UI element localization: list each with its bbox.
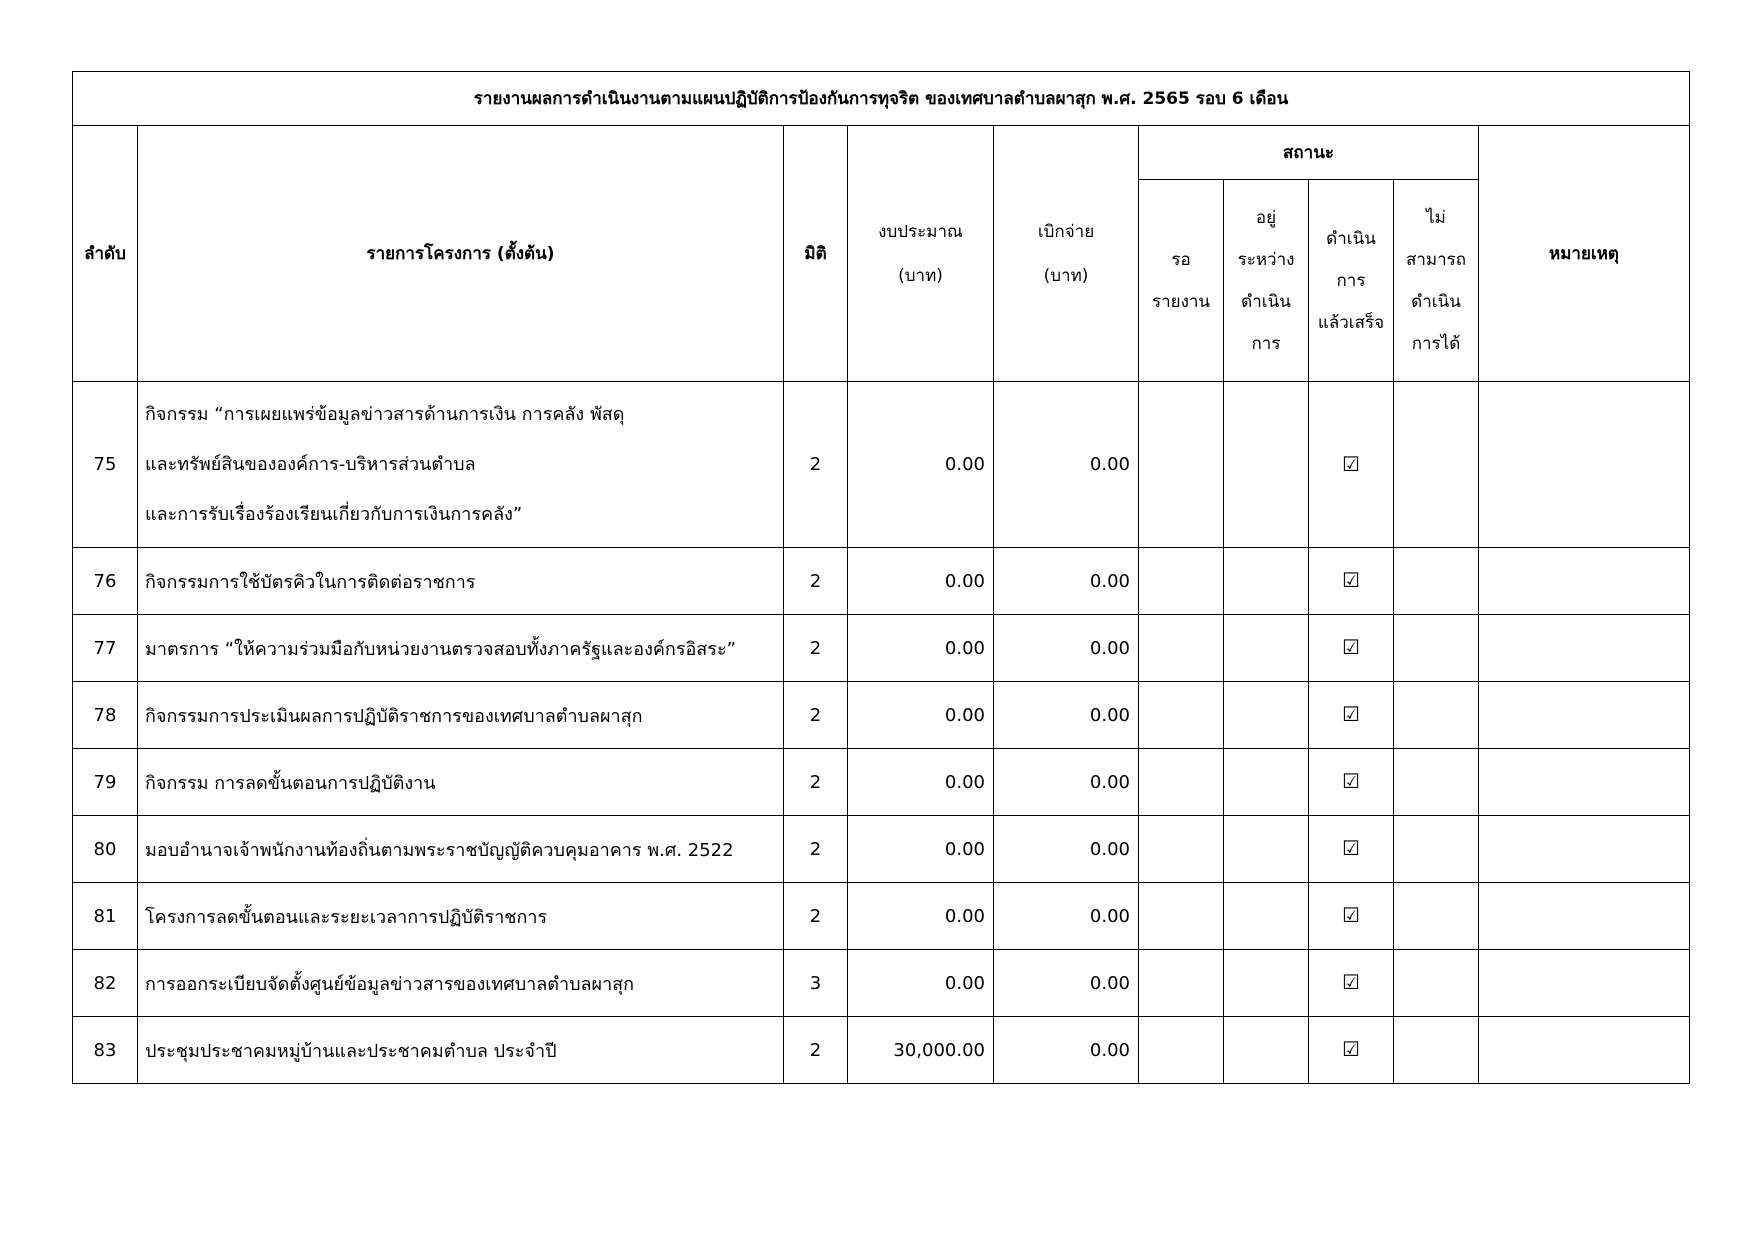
row-status-done — [1309, 883, 1394, 950]
table-row — [73, 816, 1690, 883]
header-line: ดำเนิน — [1411, 291, 1461, 312]
row-status-done — [1309, 749, 1394, 816]
table-body — [73, 382, 1690, 1084]
row-status-cannot — [1394, 749, 1479, 816]
row-budget: 0.00 — [848, 548, 994, 615]
header-spent-line2: (บาท) — [1043, 265, 1089, 286]
header-status-done — [1309, 180, 1394, 382]
row-no: 81 — [73, 883, 138, 950]
row-status-done — [1309, 382, 1394, 548]
row-status-done — [1309, 548, 1394, 615]
row-dimension: 3 — [784, 950, 848, 1017]
row-budget: 0.00 — [848, 950, 994, 1017]
header-line: รอ — [1171, 249, 1191, 270]
row-dimension: 2 — [784, 615, 848, 682]
row-project: การออกระเบียบจัดตั้งศูนย์ข้อมูลข่าวสารของเทศบาลตำบลผาสุก — [138, 950, 784, 1017]
row-no: 83 — [73, 1017, 138, 1084]
row-project: มอบอำนาจเจ้าพนักงานท้องถิ่นตามพระราชบัญญัติควบคุมอาคาร พ.ศ. 2522 — [138, 816, 784, 883]
row-project: โครงการลดขั้นตอนและระยะเวลาการปฏิบัติราชการ — [138, 883, 784, 950]
project-line: และการรับเรื่องร้องเรียนเกี่ยวกับการเงินการคลัง” — [145, 503, 523, 525]
row-dimension: 2 — [784, 548, 848, 615]
header-dimension: มิติ — [784, 126, 848, 382]
row-no: 77 — [73, 615, 138, 682]
row-status-in-progress — [1224, 950, 1309, 1017]
row-budget: 0.00 — [848, 883, 994, 950]
row-budget: 0.00 — [848, 382, 994, 548]
row-project: กิจกรรมการประเมินผลการปฏิบัติราชการของเทศบาลตำบลผาสุก — [138, 682, 784, 749]
header-line: ไม่ — [1426, 207, 1446, 228]
row-status-wait — [1139, 749, 1224, 816]
checkbox-checked-icon: ☑ — [1342, 769, 1360, 793]
row-dimension: 2 — [784, 1017, 848, 1084]
row-status-in-progress — [1224, 816, 1309, 883]
row-remark — [1479, 548, 1690, 615]
header-status-wait — [1139, 180, 1224, 382]
row-spent: 0.00 — [994, 950, 1139, 1017]
row-status-done — [1309, 816, 1394, 883]
row-status-wait — [1139, 382, 1224, 548]
row-status-done — [1309, 682, 1394, 749]
header-line: อยู่ — [1255, 207, 1277, 228]
header-spent-line1: เบิกจ่าย — [1037, 221, 1095, 242]
row-spent: 0.00 — [994, 883, 1139, 950]
row-remark — [1479, 950, 1690, 1017]
checkbox-checked-icon: ☑ — [1342, 970, 1360, 994]
header-line: การ — [1251, 333, 1281, 354]
row-no: 76 — [73, 548, 138, 615]
row-dimension: 2 — [784, 382, 848, 548]
row-status-done — [1309, 615, 1394, 682]
row-remark — [1479, 749, 1690, 816]
row-status-cannot — [1394, 615, 1479, 682]
row-remark — [1479, 382, 1690, 548]
row-status-in-progress — [1224, 615, 1309, 682]
row-budget: 0.00 — [848, 615, 994, 682]
report-table — [72, 71, 1690, 1084]
header-remark: หมายเหตุ — [1479, 126, 1690, 382]
checkbox-checked-icon: ☑ — [1342, 903, 1360, 927]
table-row — [73, 950, 1690, 1017]
row-dimension: 2 — [784, 682, 848, 749]
row-project — [138, 382, 784, 548]
header-budget-line2: (บาท) — [898, 265, 943, 286]
row-no: 79 — [73, 749, 138, 816]
row-remark — [1479, 615, 1690, 682]
row-status-in-progress — [1224, 749, 1309, 816]
row-remark — [1479, 1017, 1690, 1084]
checkbox-checked-icon: ☑ — [1342, 568, 1360, 592]
table-row — [73, 382, 1690, 548]
row-remark — [1479, 883, 1690, 950]
row-spent: 0.00 — [994, 749, 1139, 816]
row-status-wait — [1139, 816, 1224, 883]
row-budget: 0.00 — [848, 749, 994, 816]
header-line: การ — [1336, 270, 1366, 291]
header-line: สามารถ — [1405, 249, 1467, 270]
row-status-cannot — [1394, 1017, 1479, 1084]
row-no: 75 — [73, 382, 138, 548]
checkbox-checked-icon: ☑ — [1342, 451, 1360, 476]
header-spent — [994, 126, 1139, 382]
row-spent: 0.00 — [994, 382, 1139, 548]
checkbox-checked-icon: ☑ — [1342, 702, 1360, 726]
header-line: การได้ — [1411, 333, 1461, 354]
row-budget: 0.00 — [848, 682, 994, 749]
row-dimension: 2 — [784, 883, 848, 950]
row-status-done — [1309, 950, 1394, 1017]
row-status-in-progress — [1224, 382, 1309, 548]
table-row — [73, 1017, 1690, 1084]
row-status-cannot — [1394, 950, 1479, 1017]
header-budget — [848, 126, 994, 382]
table-row — [73, 615, 1690, 682]
header-line: แล้วเสร็จ — [1317, 312, 1385, 333]
header-status: สถานะ — [1139, 126, 1479, 180]
header-budget-line1: งบประมาณ — [878, 221, 963, 242]
row-status-wait — [1139, 950, 1224, 1017]
row-no: 80 — [73, 816, 138, 883]
checkbox-checked-icon: ☑ — [1342, 635, 1360, 659]
project-line: กิจกรรม “การเผยแพร่ข้อมูลข่าวสารด้านการเงิน การคลัง พัสดุ — [145, 403, 625, 425]
row-project: มาตรการ “ให้ความร่วมมือกับหน่วยงานตรวจสอบทั้งภาครัฐและองค์กรอิสระ” — [138, 615, 784, 682]
row-no: 78 — [73, 682, 138, 749]
report-title: รายงานผลการดำเนินงานตามแผนปฏิบัติการป้องกันการทุจริต ของเทศบาลตำบลผาสุก พ.ศ. 2565 รอบ 6 เดือน — [73, 72, 1690, 126]
row-spent: 0.00 — [994, 615, 1139, 682]
row-spent: 0.00 — [994, 816, 1139, 883]
row-dimension: 2 — [784, 816, 848, 883]
table-row — [73, 883, 1690, 950]
row-no: 82 — [73, 950, 138, 1017]
row-dimension: 2 — [784, 749, 848, 816]
row-project: กิจกรรมการใช้บัตรคิวในการติดต่อราชการ — [138, 548, 784, 615]
header-no: ลำดับ — [73, 126, 138, 382]
row-status-wait — [1139, 883, 1224, 950]
checkbox-checked-icon: ☑ — [1342, 836, 1360, 860]
row-status-wait — [1139, 682, 1224, 749]
row-status-wait — [1139, 548, 1224, 615]
table-row — [73, 682, 1690, 749]
row-status-wait — [1139, 615, 1224, 682]
row-status-cannot — [1394, 382, 1479, 548]
header-line: รายงาน — [1151, 291, 1211, 312]
header-status-in-progress — [1224, 180, 1309, 382]
row-spent: 0.00 — [994, 548, 1139, 615]
row-status-cannot — [1394, 816, 1479, 883]
row-project: ประชุมประชาคมหมู่บ้านและประชาคมตำบล ประจำปี — [138, 1017, 784, 1084]
row-spent: 0.00 — [994, 682, 1139, 749]
row-status-in-progress — [1224, 548, 1309, 615]
row-status-cannot — [1394, 548, 1479, 615]
table-row — [73, 749, 1690, 816]
row-budget: 30,000.00 — [848, 1017, 994, 1084]
project-line: และทรัพย์สินขององค์การ-บริหารส่วนตำบล — [145, 453, 476, 475]
row-status-wait — [1139, 1017, 1224, 1084]
row-spent: 0.00 — [994, 1017, 1139, 1084]
row-remark — [1479, 816, 1690, 883]
table-row — [73, 548, 1690, 615]
row-status-in-progress — [1224, 1017, 1309, 1084]
row-status-done — [1309, 1017, 1394, 1084]
header-line: ดำเนิน — [1326, 228, 1376, 249]
checkbox-checked-icon: ☑ — [1342, 1037, 1360, 1061]
row-status-in-progress — [1224, 682, 1309, 749]
row-budget: 0.00 — [848, 816, 994, 883]
row-project: กิจกรรม การลดขั้นตอนการปฏิบัติงาน — [138, 749, 784, 816]
row-status-cannot — [1394, 883, 1479, 950]
header-project: รายการโครงการ (ตั้งต้น) — [138, 126, 784, 382]
header-line: ดำเนิน — [1241, 291, 1291, 312]
row-status-cannot — [1394, 682, 1479, 749]
header-line: ระหว่าง — [1237, 249, 1295, 270]
row-status-in-progress — [1224, 883, 1309, 950]
header-status-cannot — [1394, 180, 1479, 382]
row-remark — [1479, 682, 1690, 749]
